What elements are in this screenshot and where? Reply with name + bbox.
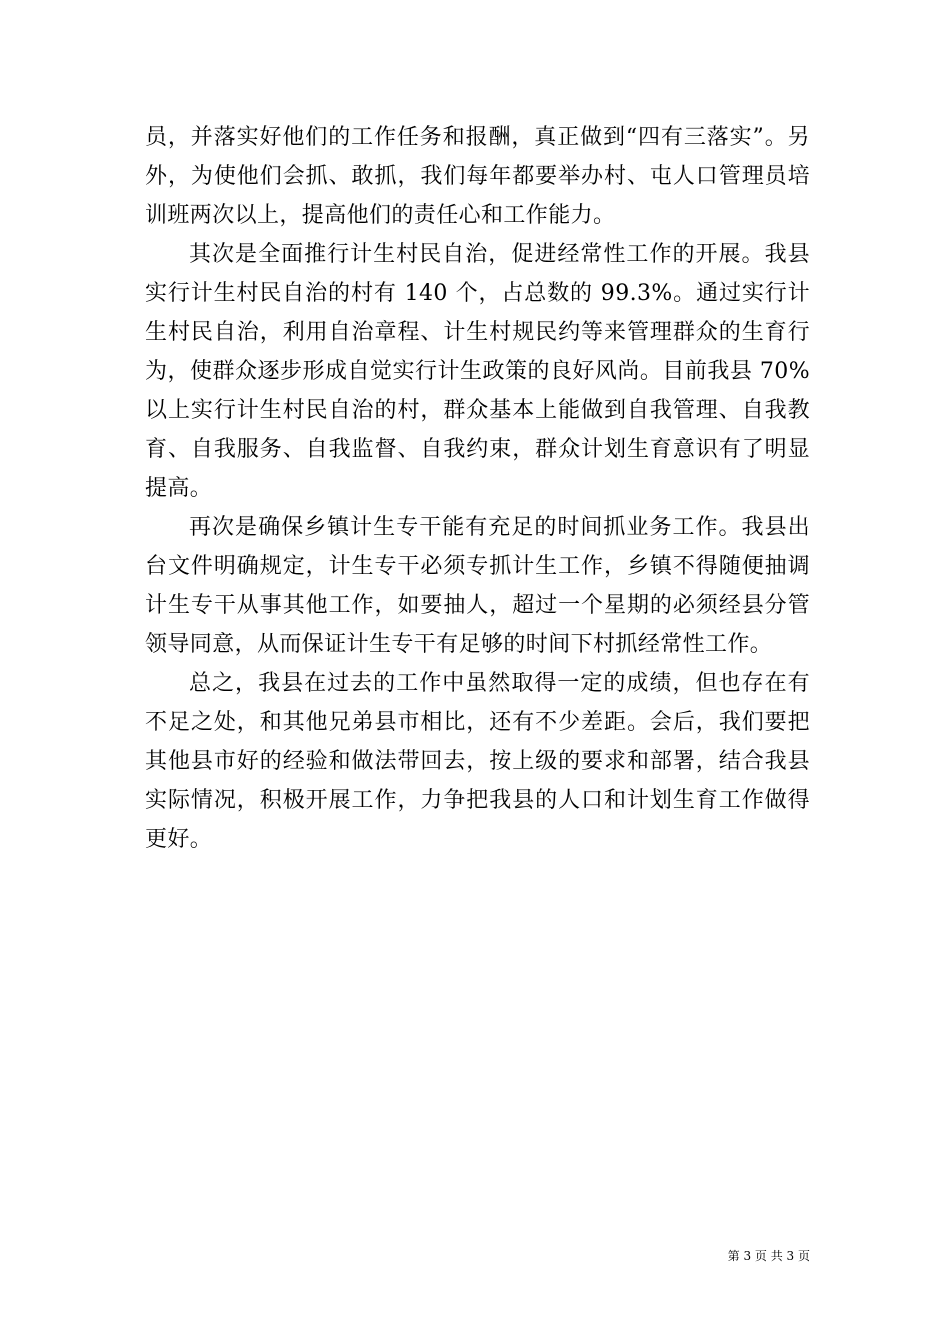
paragraph-township-staff: 再次是确保乡镇计生专干能有充足的时间抓业务工作。我县出台文件明确规定，计生专干必须专抓计生工作，乡镇不得随便抽调计生专干从事其他工作，如要抽人，超过一个星期的必须经县分管领导同意，从而保证计生专干有足够的时间下村抓经常性工作。 bbox=[145, 515, 810, 657]
paragraph-conclusion: 总之，我县在过去的工作中虽然取得一定的成绩，但也存在有不足之处，和其他兄弟县市相比，还有不少差距。会后，我们要把其他县市好的经验和做法带回去，按上级的要求和部署，结合我县实际情况，积极开展工作，力争把我县的人口和计划生育工作做得更好。 bbox=[145, 671, 810, 852]
document-body bbox=[145, 118, 810, 859]
paragraph-villager-autonomy: 其次是全面推行计生村民自治，促进经常性工作的开展。我县实行计生村民自治的村有 140 个，占总数的 99.3%。通过实行计生村民自治，利用自治章程、计生村规民约等来管理群众的生育行为，使群众逐步形成自觉实行计生政策的良好风尚。目前我县 70%以上实行计生村民自治的村，群众基本上能做到自我管理、自我教育、自我服务、自我监督、自我约束，群众计划生育意识有了明显提高。 bbox=[145, 242, 810, 501]
page-number: 第 3 页 共 3 页 bbox=[727, 1249, 810, 1263]
page-footer bbox=[0, 1247, 810, 1264]
paragraph-continuation: 员，并落实好他们的工作任务和报酬，真正做到“四有三落实”。另外，为使他们会抓、敢抓，我们每年都要举办村、屯人口管理员培训班两次以上，提高他们的责任心和工作能力。 bbox=[145, 125, 810, 228]
